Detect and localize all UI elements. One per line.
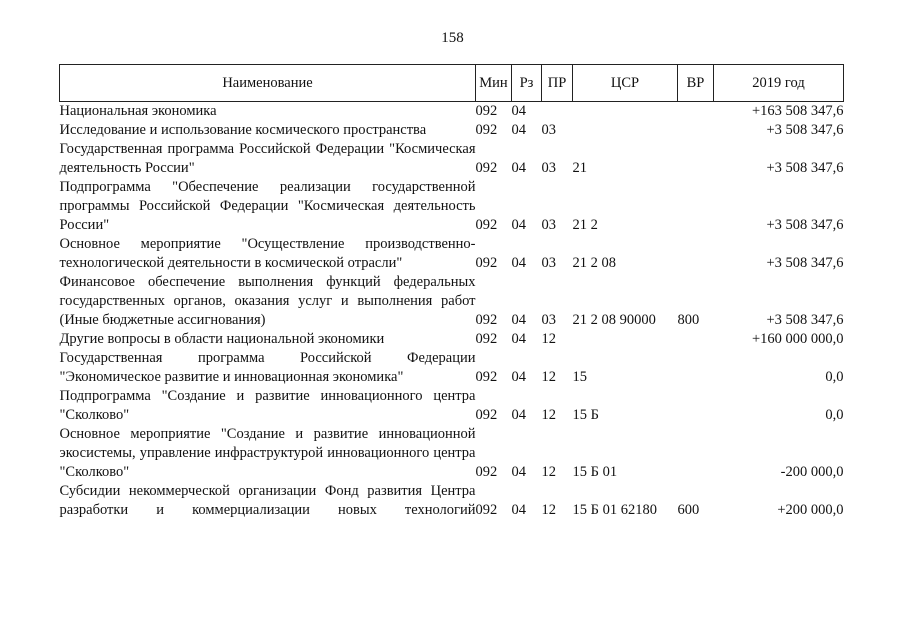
row-csr: 15 Б 01 bbox=[572, 464, 618, 480]
row-min: 092 bbox=[475, 103, 498, 119]
row-min: 092 bbox=[475, 217, 498, 233]
row-pr: 03 bbox=[541, 255, 556, 271]
row-csr bbox=[573, 102, 678, 121]
table-row bbox=[60, 178, 844, 235]
row-csr: 21 bbox=[572, 160, 587, 176]
header-year: 2019 год bbox=[714, 65, 844, 102]
table-row bbox=[60, 482, 844, 520]
row-vr: 800 bbox=[677, 312, 700, 328]
table-row bbox=[60, 425, 844, 482]
row-name: Основное мероприятие "Создание и развитие инновационной экосистемы, управление инфраструктурой инновационного центра "Сколково" bbox=[59, 426, 476, 480]
row-amount: +3 508 347,6 bbox=[766, 217, 844, 233]
table-row bbox=[60, 140, 844, 178]
table-row bbox=[60, 349, 844, 387]
row-vr bbox=[678, 349, 714, 387]
row-amount: 0,0 bbox=[825, 369, 844, 385]
row-vr: 600 bbox=[677, 502, 700, 518]
row-name: Национальная экономика bbox=[59, 103, 217, 119]
row-pr: 03 bbox=[541, 217, 556, 233]
row-min: 092 bbox=[475, 331, 498, 347]
row-rz: 04 bbox=[511, 312, 526, 328]
header-min: Мин bbox=[476, 65, 512, 102]
table-row bbox=[60, 330, 844, 349]
row-amount: -200 000,0 bbox=[780, 464, 844, 480]
table-row bbox=[60, 235, 844, 273]
row-name: Исследование и использование космического пространства bbox=[59, 122, 427, 138]
budget-table bbox=[59, 64, 844, 520]
row-name: Основное мероприятие "Осуществление производственно-технологической деятельности в космической отрасли" bbox=[59, 236, 476, 271]
row-amount: +3 508 347,6 bbox=[766, 255, 844, 271]
row-name: Финансовое обеспечение выполнения функций федеральных государственных органов, оказания услуг и выполнения работ (Иные бюджетные ассигнования) bbox=[59, 274, 476, 328]
row-min: 092 bbox=[475, 369, 498, 385]
row-rz: 04 bbox=[511, 122, 526, 138]
row-name: Другие вопросы в области национальной экономики bbox=[59, 331, 385, 347]
row-amount: +163 508 347,6 bbox=[751, 103, 844, 119]
row-rz: 04 bbox=[511, 255, 526, 271]
row-vr bbox=[678, 102, 714, 121]
row-rz: 04 bbox=[511, 464, 526, 480]
row-pr: 12 bbox=[541, 502, 556, 518]
row-amount: +3 508 347,6 bbox=[766, 160, 844, 176]
row-csr: 15 Б bbox=[572, 407, 599, 423]
row-csr bbox=[573, 330, 678, 349]
row-min: 092 bbox=[475, 502, 498, 518]
row-amount: +200 000,0 bbox=[777, 502, 844, 518]
row-rz: 04 bbox=[511, 103, 526, 119]
row-pr: 03 bbox=[541, 122, 556, 138]
row-pr: 03 bbox=[541, 160, 556, 176]
row-vr bbox=[678, 425, 714, 482]
row-amount: 0,0 bbox=[825, 407, 844, 423]
row-name: Государственная программа Российской Федерации "Космическая деятельность России" bbox=[59, 141, 476, 176]
row-min: 092 bbox=[475, 122, 498, 138]
row-vr bbox=[678, 330, 714, 349]
row-vr bbox=[678, 140, 714, 178]
row-rz: 04 bbox=[511, 369, 526, 385]
row-name: Государственная программа Российской Федерации "Экономическое развитие и инновационная экономика" bbox=[59, 350, 476, 385]
row-amount: +3 508 347,6 bbox=[766, 122, 844, 138]
header-vr: ВР bbox=[678, 65, 714, 102]
row-min: 092 bbox=[475, 407, 498, 423]
row-min: 092 bbox=[475, 464, 498, 480]
header-pr: ПР bbox=[542, 65, 573, 102]
header-rz: Рз bbox=[512, 65, 542, 102]
row-csr bbox=[573, 121, 678, 140]
row-pr: 12 bbox=[541, 464, 556, 480]
row-rz: 04 bbox=[511, 502, 526, 518]
row-rz: 04 bbox=[511, 217, 526, 233]
row-pr: 12 bbox=[541, 369, 556, 385]
row-csr: 21 2 08 bbox=[572, 255, 616, 271]
header-name: Наименование bbox=[60, 65, 476, 102]
row-vr bbox=[678, 121, 714, 140]
table-row bbox=[60, 387, 844, 425]
row-name: Подпрограмма "Обеспечение реализации государственной программы Российской Федерации "Космическая деятельность России" bbox=[59, 179, 476, 233]
row-csr: 15 bbox=[572, 369, 587, 385]
row-pr: 12 bbox=[541, 407, 556, 423]
table-row bbox=[60, 273, 844, 330]
table-header-row bbox=[60, 65, 844, 102]
row-csr: 15 Б 01 62180 bbox=[572, 502, 657, 518]
row-rz: 04 bbox=[511, 407, 526, 423]
row-rz: 04 bbox=[511, 160, 526, 176]
table-row bbox=[60, 121, 844, 140]
row-name: Подпрограмма "Создание и развитие инновационного центра "Сколково" bbox=[59, 388, 476, 423]
header-csr: ЦСР bbox=[573, 65, 678, 102]
row-amount: +3 508 347,6 bbox=[766, 312, 844, 328]
row-pr: 03 bbox=[541, 312, 556, 328]
table-row bbox=[60, 102, 844, 121]
row-name: Субсидии некоммерческой организации Фонд развития Центра разработки и коммерциализации новых технологий bbox=[59, 483, 476, 518]
row-csr: 21 2 bbox=[572, 217, 598, 233]
row-vr bbox=[678, 178, 714, 235]
row-pr: 12 bbox=[541, 331, 556, 347]
row-rz: 04 bbox=[511, 331, 526, 347]
row-min: 092 bbox=[475, 312, 498, 328]
page-number: 158 bbox=[441, 30, 464, 46]
row-amount: +160 000 000,0 bbox=[751, 331, 844, 347]
row-pr bbox=[542, 102, 573, 121]
row-csr: 21 2 08 90000 bbox=[572, 312, 656, 328]
row-vr bbox=[678, 387, 714, 425]
row-vr bbox=[678, 235, 714, 273]
row-min: 092 bbox=[475, 160, 498, 176]
row-min: 092 bbox=[475, 255, 498, 271]
